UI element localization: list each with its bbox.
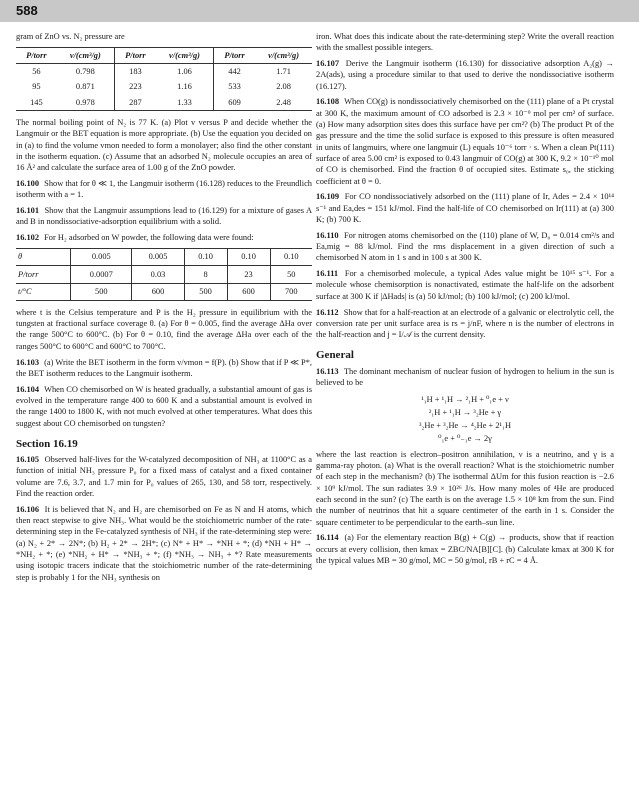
table-cell: 95 (32, 82, 41, 92)
table-cell: 183 (129, 67, 142, 77)
table-row (16, 266, 312, 283)
table-row (16, 79, 312, 94)
problem-text: (a) For the elementary reaction B(g) + C(g) → products, show that if reaction occurs at every collision, then kmax = ZBC/NA[B][C]. (b) Calculate kmax at 300 K for the typical values MB = 30 g/mol, MC = 50 g/mol, rB + rC = 4 Å. (316, 533, 614, 565)
table-row (16, 95, 312, 111)
body-paragraph: The normal boiling point of N₂ is 77 K. (a) Plot v versus P and decide whether the Langmuir or the BET equation is more appropriate. (b) Use the equation you decided on in (a) to find the volume vmon needed to form a monolayer; also find the other constant in the isotherm equation. (c) Assume that an adsorbed N₂ molecule occupies an area of 16 Å² and calculate the surface area of 1.00 g of the ZnO powder. (16, 117, 312, 173)
table-header-row (16, 47, 312, 63)
problem-number: 16.111 (316, 269, 339, 279)
problem-16-102 (16, 232, 312, 243)
table-cell: 0.10 (283, 252, 299, 262)
problem-16-108 (316, 96, 614, 186)
table-cell: 442 (228, 67, 241, 77)
table-cell: 0.0007 (71, 266, 132, 283)
problem-16-106 (16, 504, 312, 583)
problem-text: For H₂ adsorbed on W powder, the following data were found: (44, 233, 254, 243)
section-heading: Section 16.19 (16, 437, 78, 450)
problem-16-103 (16, 357, 312, 380)
col-header: v/(cm³/g) (57, 47, 115, 63)
table-row (16, 64, 312, 80)
problem-16-114 (316, 532, 614, 566)
col-header: P/torr (214, 47, 256, 63)
problem-number: 16.100 (16, 178, 40, 188)
table-cell: 600 (227, 283, 270, 300)
problem-number: 16.107 (316, 59, 340, 69)
page-number: 588 (16, 3, 38, 18)
table-cell: 600 (132, 283, 184, 300)
problem-16-113 (316, 366, 614, 389)
problem-16-100 (16, 178, 312, 201)
table-cell: 23 (227, 266, 270, 283)
problem-number: 16.102 (16, 233, 40, 243)
table-cell: 50 (287, 269, 296, 279)
problem-number: 16.114 (316, 533, 339, 543)
table-cell: 223 (129, 82, 142, 92)
table-cell: 500 (71, 283, 132, 300)
problem-text: When CO chemisorbed on W is heated gradually, a substantial amount of gas is evolved in the temperature range 400 to 600 K and a substantial amount is evolved in the range 1400 to 1800 K, with not much evolved at other temperatures. What does this suggest about CO chemisorbed on tungsten? (16, 384, 312, 428)
table-cell: 0.10 (184, 248, 227, 265)
table-cell: 56 (32, 67, 41, 77)
problem-16-104 (16, 384, 312, 429)
reaction-equation: ⁰₁e + ⁰₋₁e → 2γ (438, 433, 492, 443)
right-column (316, 31, 614, 571)
table-cell: 1.71 (276, 67, 291, 77)
table-cell: 0.871 (57, 79, 115, 94)
reaction-equation: ³₂He + ³₂He → ⁴₂He + 2¹₁H (418, 420, 512, 430)
problem-16-112 (316, 307, 614, 341)
col-header: v/(cm³/g) (255, 47, 312, 63)
table-cell: t/°C (16, 283, 71, 300)
col-header: v/(cm³/g) (156, 47, 214, 63)
body-paragraph: where the last reaction is electron–positron annihilation, ν is a neutrino, and γ is a gamma-ray photon. (a) What is the overall reaction? What is the stoichiometric number of each step in the mechanism? (b) The isothermal ΔUm for this fusion reaction is −2.6 × 10⁹ kJ/mol. The sun radiates 3.9 × 10²⁶ J/s. How many moles of ⁴He are produced each second in the sun? (c) The earth is on the average 1.5 × 10⁸ km from the sun. Find the number of neutrinos that hit a square centimeter of the earth in 1 s. Consider the square centimeter to be perpendicular to the earth–sun line. (316, 449, 614, 527)
problem-number: 16.113 (316, 366, 339, 376)
problem-16-101 (16, 205, 312, 228)
problem-text: For CO nondissociatively adsorbed on the (111) plane of Ir, Ades = 2.4 × 10¹⁴ s⁻¹ and Ea,des = 151 kJ/mol. Find the half-life of CO chemisorbed on Ir(111) at (a) 300 K; (b) 700 K. (316, 192, 615, 224)
problem-16-110 (316, 230, 614, 264)
table-cell: 1.33 (156, 95, 214, 111)
problem-text: When CO(g) is nondissociatively chemisorbed on the (111) plane of a Pt crystal at 300 K, the maximum amount of CO adsorbed is 2.3 × 10⁻⁹ mol per cm² of surface. (a) How many adsorption sites does this surface have per cm²? (b) The product Pt of the gas pressure and the time the solid surface is exposed to this pressure is often measured in units of langmuirs, where one langmuir (L) equals 10⁻⁶ torr · s. When a clean Pt(111) surface of area 5.00 cm² is exposed to 0.43 langmuir of CO(g) at 300 K, 9.2 × 10⁻¹⁰ mol of CO is chemisorbed. Find the fraction θ of occupied sites. Estimate s₀, the sticking coefficient at θ = 0. (316, 97, 614, 186)
table-cell: 2.08 (276, 82, 291, 92)
table-cell: 1.16 (156, 79, 214, 94)
problem-text: Show that for a half-reaction at an electrode of a galvanic or electrolytic cell, the conversion rate per unit surface area is rs = j/nF, where n is the number of electrons in the half-reaction and j = I/𝒜 is the current density. (316, 307, 615, 340)
table-cell: 0.978 (57, 95, 115, 111)
problem-text: For a chemisorbed molecule, a typical Ades value might be 10¹⁵ s⁻¹. For a molecule whose chemisorption is nonactivated, estimate the half-life on the adsorbent surface at 300 K if |ΔHads| is (a) 50 kJ/mol; (b) 100 kJ/mol; (c) 200 kJ/mol. (316, 269, 615, 301)
problem-number: 16.103 (16, 357, 40, 367)
intro-text: gram of ZnO vs. N₂ pressure are (16, 32, 125, 41)
table-cell: 609 (214, 95, 256, 111)
problem-number: 16.105 (16, 455, 40, 465)
table-cell: 2.48 (255, 95, 312, 111)
problem-text: The dominant mechanism of nuclear fusion of hydrogen to helium in the sun is believed to be (316, 366, 614, 388)
table-cell: 500 (184, 283, 227, 300)
problem-number: 16.106 (16, 504, 40, 514)
table-cell: 8 (184, 266, 227, 283)
left-column (16, 31, 312, 587)
table-row (16, 248, 312, 265)
table-cell: 700 (284, 287, 298, 297)
body-paragraph: iron. What does this indicate about the rate-determining step? Write the overall reaction with the smallest possible integers. (316, 32, 614, 53)
problem-number: 16.109 (316, 192, 340, 202)
table-cell: 145 (16, 95, 57, 111)
table-cell: 0.10 (227, 248, 270, 265)
table-cell: 287 (114, 95, 156, 111)
fusion-reactions (316, 393, 614, 445)
problem-text: For nitrogen atoms chemisorbed on the (110) plane of W, D₀ = 0.014 cm²/s and Ea,mig = 88 kJ/mol. Find the rms displacement in a given direction of such a chemisorbed N atom in 1 s and in 100 s at 300 K. (316, 230, 615, 263)
table-cell: 533 (228, 82, 241, 92)
reaction-equation: ¹₁H + ¹₁H → ²₁H + ⁰₁e + ν (421, 394, 509, 404)
problem-text: (a) Write the BET isotherm in the form v/vmon = f(P). (b) Show that if P ≪ P*, the BET isotherm reduces to the Langmuir isotherm. (16, 357, 312, 378)
problem-16-107 (316, 58, 614, 92)
problem-16-105 (16, 454, 312, 499)
tungsten-data-table (16, 248, 312, 301)
table-cell: 0.798 (57, 64, 115, 80)
table-cell: 0.03 (132, 266, 184, 283)
problem-number: 16.104 (16, 384, 40, 394)
table-row (16, 283, 312, 300)
problem-text: It is believed that N₂ and H₂ are chemisorbed on Fe as N and H atoms, which then react stepwise to give NH₃. What would be the stoichiometric number of the rate-determining step in the Fe-catalyzed synthesis of NH₃ if the rate-determining step were: (a) N₂ + 2* → 2N*; (b) H₂ + 2* → 2H*; (c) N* + H* → *NH + *; (d) *NH + H* → *NH₂ + *; (e) *NH₂ + H* → *NH₃ + *; (f) *NH₃ → NH₃ + *? Rate measurements using isotopic tracers indicate that the stoichiometric number of the rate-determining step is probably 1 for the NH₃ synthesis on (16, 504, 313, 582)
table-cell: θ (16, 248, 71, 265)
problem-number: 16.112 (316, 307, 339, 317)
problem-text: Observed half-lives for the W-catalyzed decomposition of NH₃ at 1100°C as a function of initial NH₃ pressure P₀ for a fixed mass of catalyst and a fixed container volume are 7.6, 3.7, and 1.7 min for P₀ values of 265, 130, and 58 torr, respectively. Find the reaction order. (16, 455, 312, 498)
table-cell: 0.005 (71, 248, 132, 265)
problem-number: 16.101 (16, 206, 40, 216)
body-paragraph: where t is the Celsius temperature and P is the H₂ pressure in equilibrium with the tungsten at fractional surface coverage θ. (a) For θ = 0.005, find the average ΔHa over the range 500°C to 600°C. (b) For θ = 0.10, find the average ΔHa over each of the ranges 500°C to 600°C and 600°C to 700°C. (16, 307, 312, 351)
reaction-equation: ²₁H + ¹₁H → ³₂He + γ (428, 407, 502, 417)
adsorption-data-table (16, 47, 312, 111)
col-header: P/torr (16, 47, 57, 63)
table-cell: 1.06 (156, 64, 214, 80)
col-header: P/torr (114, 47, 156, 63)
problem-16-111 (316, 268, 614, 302)
table-cell: P/torr (16, 266, 71, 283)
page-header (0, 0, 639, 22)
problem-16-109 (316, 191, 614, 225)
problem-text: Show that for θ ≪ 1, the Langmuir isotherm (16.128) reduces to the Freundlich isotherm with a = 1. (16, 178, 312, 200)
problem-text: Show that the Langmuir assumptions lead to (16.129) for a mixture of gases A and B in nondissociative-adsorption equilibrium with a solid. (16, 206, 312, 227)
problem-text: Derive the Langmuir isotherm (16.130) for dissociative adsorption A₂(g) → 2A(ads), using a procedure similar to that used to derive the nondissociative isotherm (16.127). (316, 59, 614, 91)
table-cell: 0.005 (132, 248, 184, 265)
problem-number: 16.108 (316, 97, 340, 107)
problem-number: 16.110 (316, 230, 339, 240)
section-heading: General (316, 349, 354, 362)
